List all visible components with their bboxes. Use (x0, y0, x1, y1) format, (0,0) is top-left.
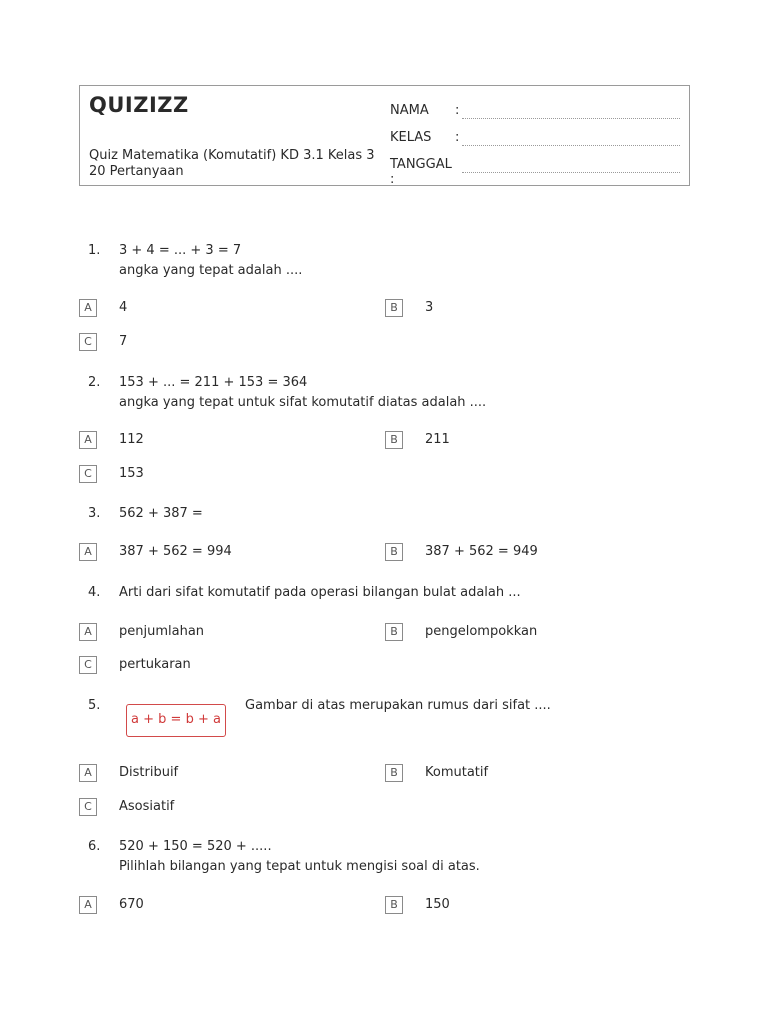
option-a-box[interactable]: A (79, 543, 97, 561)
question-number: 3. (88, 506, 101, 521)
option-a-text[interactable]: Distribuif (119, 765, 179, 780)
name-line[interactable] (462, 118, 680, 119)
quiz-header (79, 85, 690, 186)
question-text: 520 + 150 = 520 + ..... (119, 839, 272, 854)
option-b-text[interactable]: Komutatif (425, 765, 489, 780)
question-text: Arti dari sifat komutatif pada operasi bilangan bulat adalah ... (119, 585, 521, 600)
class-colon: : (455, 130, 460, 145)
option-c-box[interactable]: C (79, 656, 97, 674)
option-c-box[interactable]: C (79, 333, 97, 351)
option-a-text[interactable]: 670 (119, 897, 144, 912)
option-c-text[interactable]: 7 (119, 334, 128, 349)
question-text: Gambar di atas merupakan rumus dari sifat .... (245, 698, 551, 713)
question-number: 5. (88, 698, 101, 713)
name-label: NAMA (390, 103, 429, 118)
option-c-text[interactable]: pertukaran (119, 657, 191, 672)
option-b-box[interactable]: B (385, 623, 403, 641)
option-b-text[interactable]: 3 (425, 300, 434, 315)
option-b-box[interactable]: B (385, 431, 403, 449)
option-b-text[interactable]: pengelompokkan (425, 624, 538, 639)
question-number: 6. (88, 839, 101, 854)
option-b-box[interactable]: B (385, 764, 403, 782)
option-b-text[interactable]: 211 (425, 432, 450, 447)
option-a-box[interactable]: A (79, 623, 97, 641)
class-line[interactable] (462, 145, 680, 146)
question-text: angka yang tepat untuk sifat komutatif diatas adalah .... (119, 395, 487, 410)
question-count: 20 Pertanyaan (89, 164, 184, 179)
option-c-text[interactable]: 153 (119, 466, 144, 481)
option-b-box[interactable]: B (385, 896, 403, 914)
option-b-text[interactable]: 387 + 562 = 949 (425, 544, 538, 559)
option-a-text[interactable]: penjumlahan (119, 624, 205, 639)
option-a-text[interactable]: 4 (119, 300, 128, 315)
quiz-title: Quiz Matematika (Komutatif) KD 3.1 Kelas 3 (89, 148, 375, 163)
option-a-box[interactable]: A (79, 764, 97, 782)
option-c-box[interactable]: C (79, 798, 97, 816)
formula-image: a + b = b + a (126, 704, 226, 737)
option-a-text[interactable]: 387 + 562 = 994 (119, 544, 232, 559)
option-a-box[interactable]: A (79, 431, 97, 449)
option-a-box[interactable]: A (79, 299, 97, 317)
option-b-text[interactable]: 150 (425, 897, 450, 912)
option-c-box[interactable]: C (79, 465, 97, 483)
date-line[interactable] (462, 172, 680, 173)
question-number: 2. (88, 375, 101, 390)
option-c-text[interactable]: Asosiatif (119, 799, 175, 814)
question-number: 1. (88, 243, 101, 258)
quizizz-logo: QUIZIZZ (89, 93, 189, 117)
option-b-box[interactable]: B (385, 543, 403, 561)
question-text: angka yang tepat adalah .... (119, 263, 303, 278)
question-number: 4. (88, 585, 101, 600)
option-a-box[interactable]: A (79, 896, 97, 914)
question-text: Pilihlah bilangan yang tepat untuk mengisi soal di atas. (119, 859, 480, 874)
question-text: 3 + 4 = ... + 3 = 7 (119, 243, 242, 258)
question-text: 562 + 387 = (119, 506, 203, 521)
date-label: TANGGAL : (390, 157, 452, 187)
option-a-text[interactable]: 112 (119, 432, 144, 447)
option-b-box[interactable]: B (385, 299, 403, 317)
question-text: 153 + ... = 211 + 153 = 364 (119, 375, 308, 390)
class-label: KELAS (390, 130, 432, 145)
name-colon: : (455, 103, 460, 118)
